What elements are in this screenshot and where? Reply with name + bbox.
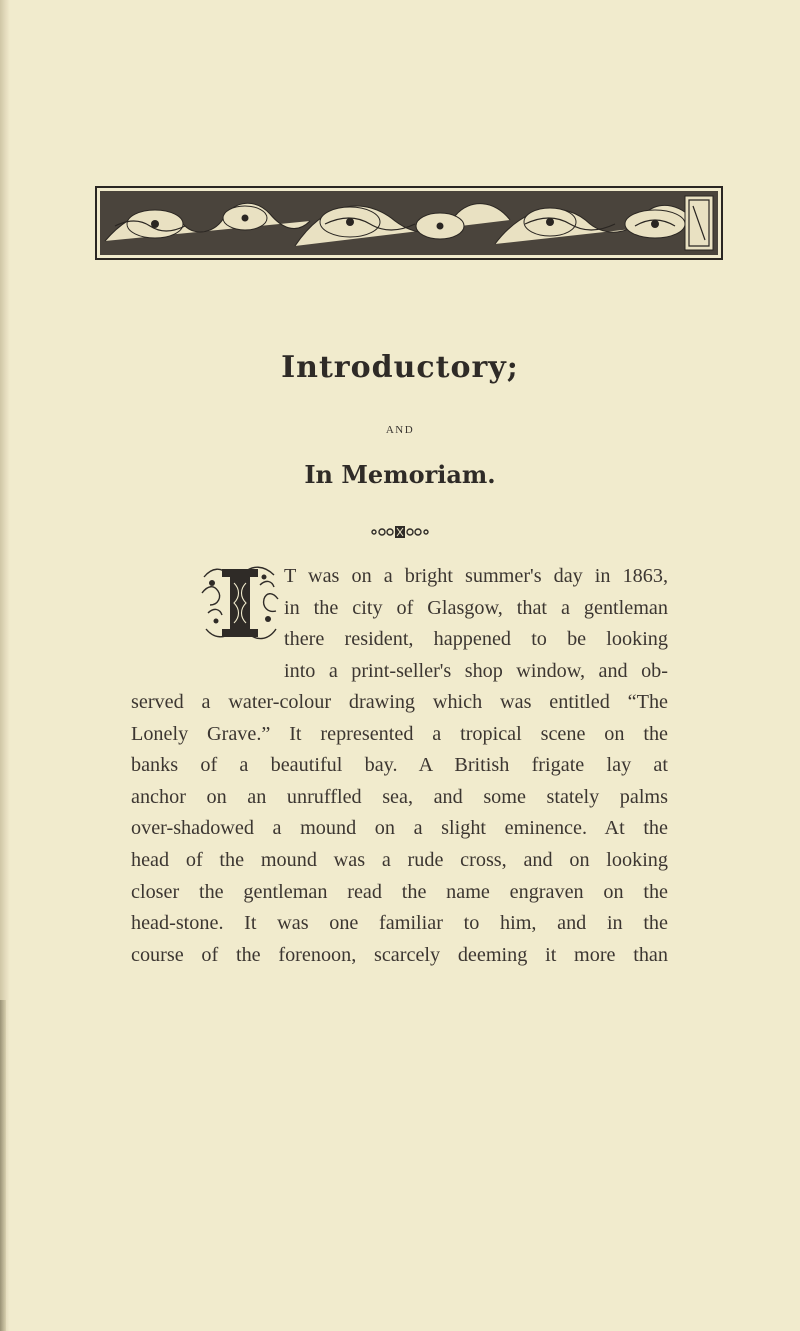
page-edge-shadow xyxy=(0,1000,6,1331)
paragraph-line: closer the gentleman read the name engraven on the xyxy=(131,880,668,903)
paragraph-line: served a water-colour drawing which was entitled “The xyxy=(131,691,668,713)
chapter-title: Introductory; xyxy=(281,350,519,385)
paragraph-line: over-shadowed a mound on a slight eminence. At the xyxy=(131,817,668,840)
paragraph-line: course of the forenoon, scarcely deeming it more than xyxy=(131,943,668,966)
paragraph-line: head-stone. It was one familiar to him, and in the xyxy=(131,912,668,935)
chapter-subtitle: In Memoriam. xyxy=(304,460,496,489)
paragraph-line: anchor on an unruffled sea, and some stately palms xyxy=(131,785,668,808)
body-paragraph xyxy=(208,561,668,687)
paragraph-line: there resident, happened to be looking xyxy=(284,628,668,651)
paragraph-line: T was on a bright summer's day in 1863, xyxy=(284,565,668,587)
paragraph-line: into a print-seller's shop window, and ob- xyxy=(284,659,668,682)
title-connector: AND xyxy=(385,424,415,436)
ornamental-headpiece xyxy=(95,186,723,260)
paragraph-line: banks of a beautiful bay. A British frigate lay at xyxy=(131,754,668,777)
body-paragraph-continued xyxy=(131,687,668,971)
paragraph-line: Lonely Grave.” It represented a tropical scene on the xyxy=(131,722,668,745)
divider-ornament-icon xyxy=(368,524,432,540)
paragraph-line: head of the mound was a rude cross, and on looking xyxy=(131,848,668,871)
paragraph-line: in the city of Glasgow, that a gentleman xyxy=(284,596,668,619)
